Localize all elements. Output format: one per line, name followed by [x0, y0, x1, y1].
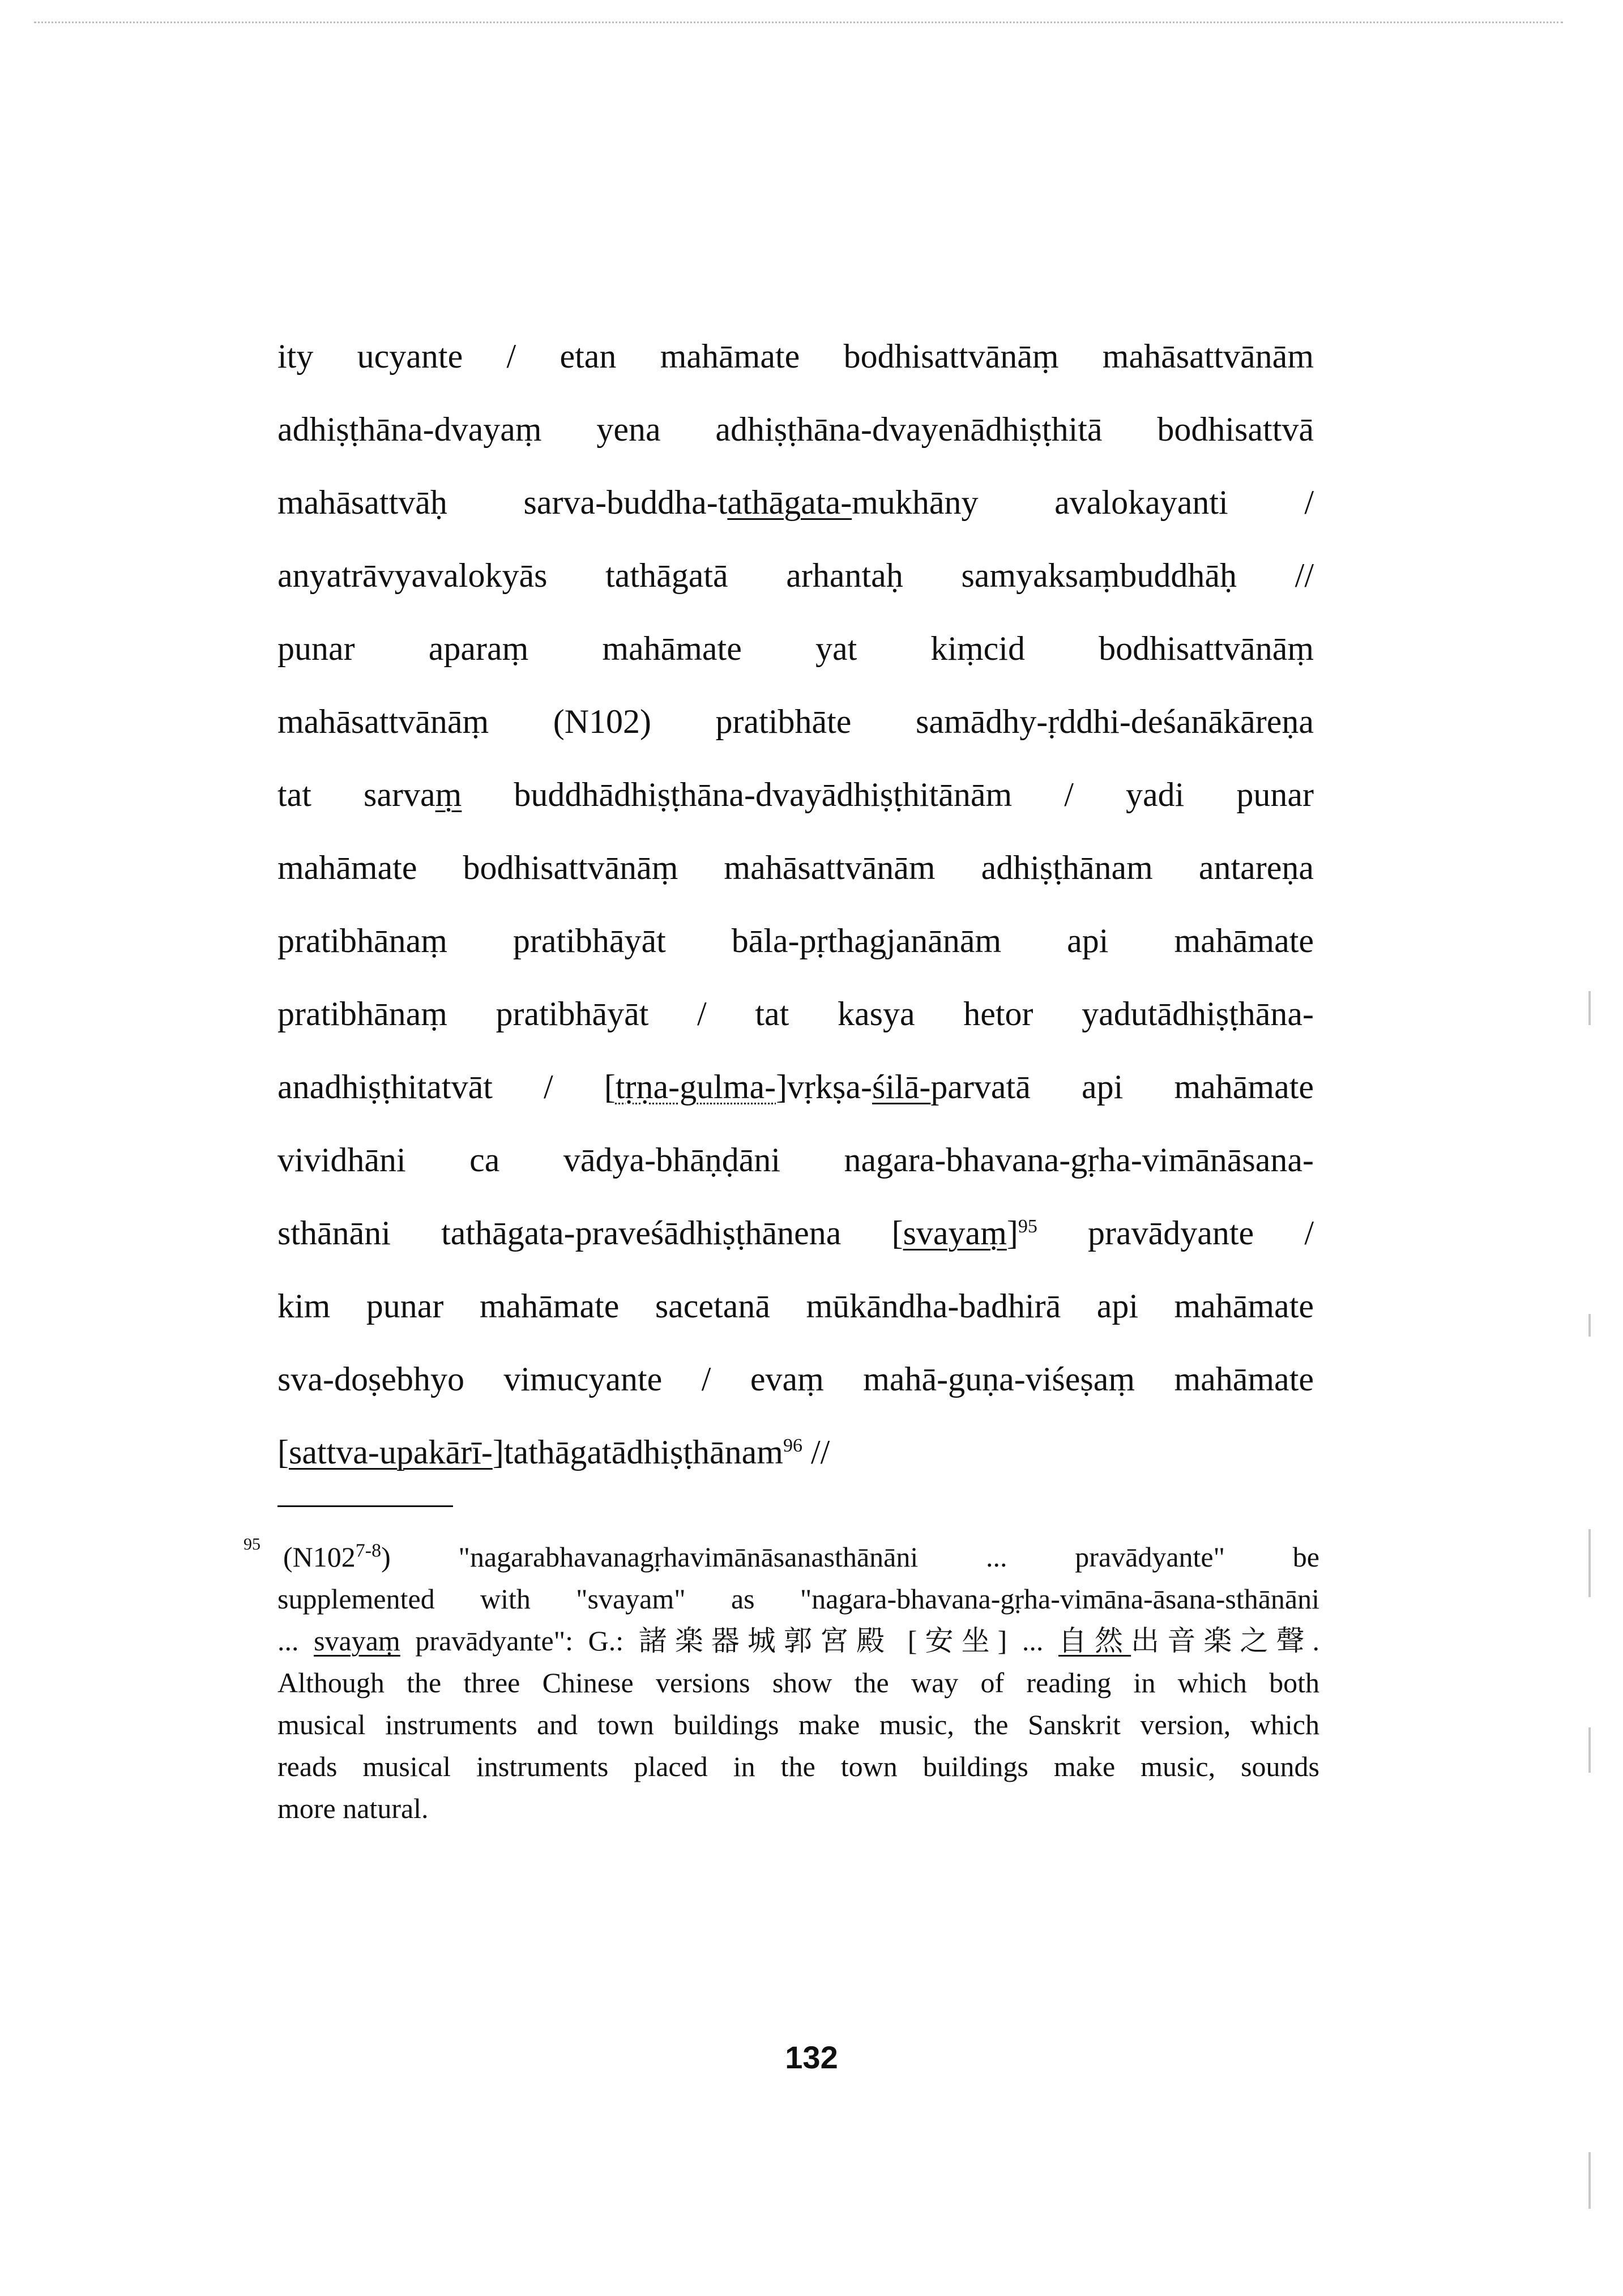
footnote-line: reads musical instruments placed in the town buildings make music, sounds [277, 1751, 1319, 1782]
scan-edge-mark [1588, 1314, 1591, 1337]
text-line: pratibhānaṃ pratibhāyāt / tat kasya hetor yadutādhiṣṭhāna- [277, 995, 1314, 1032]
footnote-line: musical instruments and town buildings make music, the Sanskrit version, which [277, 1709, 1319, 1740]
footnote-line: more natural. [277, 1793, 429, 1824]
underlined-term: athāgata- [727, 484, 852, 521]
footnote-95 [244, 1536, 1319, 1829]
text-line: [sattva-upakārī-]tathāgatādhiṣṭhānam$^{96}$ // [277, 1433, 830, 1471]
underlined-term: śilā- [872, 1068, 931, 1106]
footnote-ref: 96 [783, 1435, 802, 1456]
scan-edge-mark [1588, 991, 1591, 1025]
text-line: pratibhānaṃ pratibhāyāt bāla-pṛthagjanānām api mahāmate [277, 922, 1314, 959]
scan-edge-mark [1588, 2152, 1591, 2209]
text-line: ity ucyante / etan mahāmate bodhisattvānāṃ mahāsattvānām [277, 338, 1314, 375]
page-number: 132 [785, 2039, 838, 2075]
scan-edge-mark [1588, 1529, 1591, 1597]
text-line: kim punar mahāmate sacetanā mūkāndha-badhirā api mahāmate [277, 1287, 1314, 1325]
text-line: mahāsattvāḥ sarva-buddha-tathāgata-mukhāny avalokayanti / [277, 484, 1314, 521]
underlined-term: 自然 [1058, 1625, 1131, 1657]
scan-edge-mark [1588, 1727, 1591, 1773]
text-line: anadhiṣṭhitatvāt / [tṛṇa-gulma-]vṛkṣa-śilā-parvatā api mahāmate [277, 1068, 1314, 1106]
underlined-term: ṃ [435, 776, 462, 813]
underlined-term: sattva-upakārī- [288, 1433, 493, 1471]
text-line: mahāmate bodhisattvānāṃ mahāsattvānām adhiṣṭhānam antareṇa [277, 849, 1314, 886]
footnote-line: Although the three Chinese versions show the way of reading in which both [277, 1667, 1319, 1698]
underlined-term: svayaṃ [903, 1214, 1007, 1252]
text-line: mahāsattvānāṃ (N102) pratibhāte samādhy-ṛddhi-deśanākāreṇa [277, 703, 1314, 740]
footnote-number: 95 [244, 1535, 260, 1554]
text-line: tat sarvaṃ buddhādhiṣṭhāna-dvayādhiṣṭhitānām / yadi punar [277, 776, 1314, 813]
footnote-line: $^{95}$ (N102$^{7-8}$) "nagarabhavanagṛhavimānāsanasthānāni ... pravādyante" be [244, 1535, 1319, 1573]
sanskrit-text-block [277, 320, 1314, 1489]
text-line: punar aparaṃ mahāmate yat kiṃcid bodhisattvānāṃ [277, 630, 1314, 667]
text-line: vividhāni ca vādya-bhāṇḍāni nagara-bhavana-gṛha-vimānāsana- [277, 1141, 1314, 1179]
text-line: anyatrāvyavalokyās tathāgatā arhantaḥ samyaksaṃbuddhāḥ // [277, 557, 1314, 594]
footnote-ref: 95 [1018, 1216, 1037, 1237]
footnote-separator [277, 1505, 453, 1507]
text-line: sva-doṣebhyo vimucyante / evaṃ mahā-guṇa-viśeṣaṃ mahāmate [277, 1360, 1314, 1398]
text-line: adhiṣṭhāna-dvayaṃ yena adhiṣṭhāna-dvayenādhiṣṭhitā bodhisattvā [277, 411, 1314, 448]
footnote-line: ... svayaṃ pravādyante": G.: 諸楽器城郭宮殿 [安坐] ... 自然出音楽之聲. [277, 1625, 1320, 1657]
dotted-underlined-term: tṛṇa-gulma- [615, 1068, 776, 1106]
underlined-term: svayaṃ [314, 1625, 400, 1657]
footnote-line: supplemented with "svayam" as "nagara-bhavana-gṛha-vimāna-āsana-sthānāni [277, 1583, 1319, 1615]
scan-top-edge [34, 22, 1563, 23]
text-line: sthānāni tathāgata-praveśādhiṣṭhānena [svayaṃ]$^{95}$ pravādyante / [277, 1214, 1314, 1252]
